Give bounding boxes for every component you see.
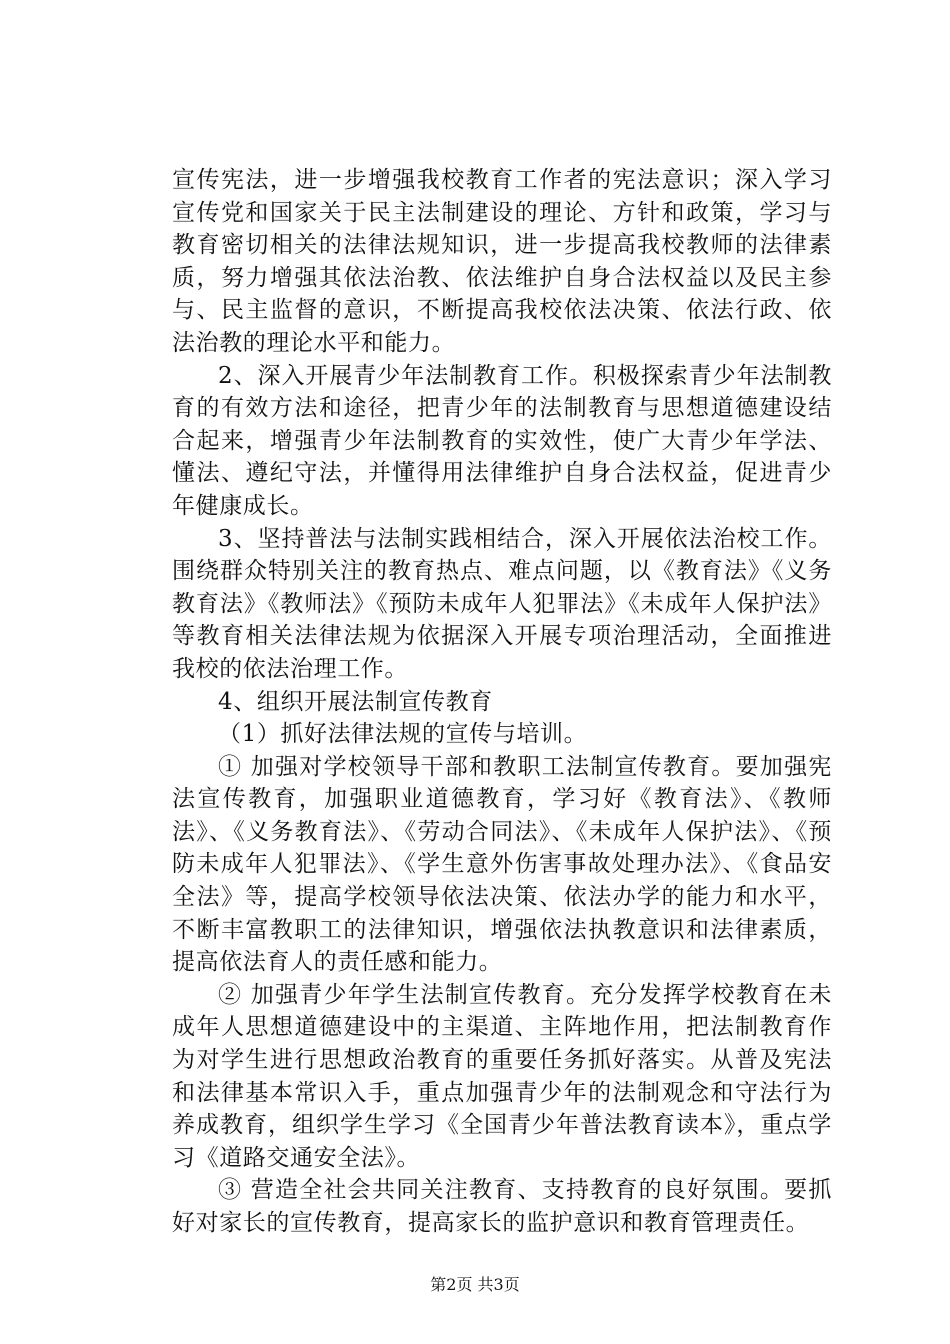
paragraph-point-1: ① 加强对学校领导干部和教职工法制宣传教育。要加强宪法宣传教育，加强职业道德教育，学习好《教育法》、《教师法》、《义务教育法》、《劳动合同法》、《未成年人保护法》、《预防未成年人犯罪法》、《学生意外伤害事故处理办法》、《食品安全法》等，提高学校领导依法决策、依法办学的能力和水平，不断丰富教职工的法律知识，增强依法执教意识和法律素质，提高依法育人的责任感和能力。 — [172, 753, 832, 976]
paragraph-point-3: ③ 营造全社会共同关注教育、支持教育的良好氛围。要抓好对家长的宣传教育，提高家长的监护意识和教育管理责任。 — [172, 1177, 832, 1236]
paragraph-item-2: 2、深入开展青少年法制教育工作。积极探索青少年法制教育的有效方法和途径，把青少年的法制教育与思想道德建设结合起来，增强青少年法制教育的实效性，使广大青少年学法、懂法、遵纪守法，并懂得用法律维护自身合法权益，促进青少年健康成长。 — [172, 362, 832, 519]
page-number-label: 第2页 共3页 — [430, 1275, 520, 1294]
page-footer — [0, 1275, 950, 1295]
paragraph-point-2: ② 加强青少年学生法制宣传教育。充分发挥学校教育在未成年人思想道德建设中的主渠道、主阵地作用，把法制教育作为对学生进行思想政治教育的重要任务抓好落实。从普及宪法和法律基本常识入手，重点加强青少年的法制观念和守法行为养成教育，组织学生学习《全国青少年普法教育读本》，重点学习《道路交通安全法》。 — [172, 981, 832, 1171]
document-body — [172, 164, 832, 1240]
paragraph-subheading-1: （1）抓好法律法规的宣传与培训。 — [218, 721, 588, 748]
paragraph-continuation: 宣传宪法，进一步增强我校教育工作者的宪法意识；深入学习宣传党和国家关于民主法制建设的理论、方针和政策，学习与教育密切相关的法律法规知识，进一步提高我校教师的法律素质，努力增强其依法治教、依法维护自身合法权益以及民主参与、民主监督的意识，不断提高我校依法决策、依法行政、依法治教的理论水平和能力。 — [172, 167, 832, 356]
paragraph-item-4-heading: 4、组织开展法制宣传教育 — [218, 688, 493, 715]
paragraph-item-3: 3、坚持普法与法制实践相结合，深入开展依法治校工作。围绕群众特别关注的教育热点、难点问题，以《教育法》《义务教育法》《教师法》《预防未成年人犯罪法》《未成年人保护法》等教育相关法律法规为依据深入开展专项治理活动，全面推进我校的依法治理工作。 — [172, 525, 832, 682]
